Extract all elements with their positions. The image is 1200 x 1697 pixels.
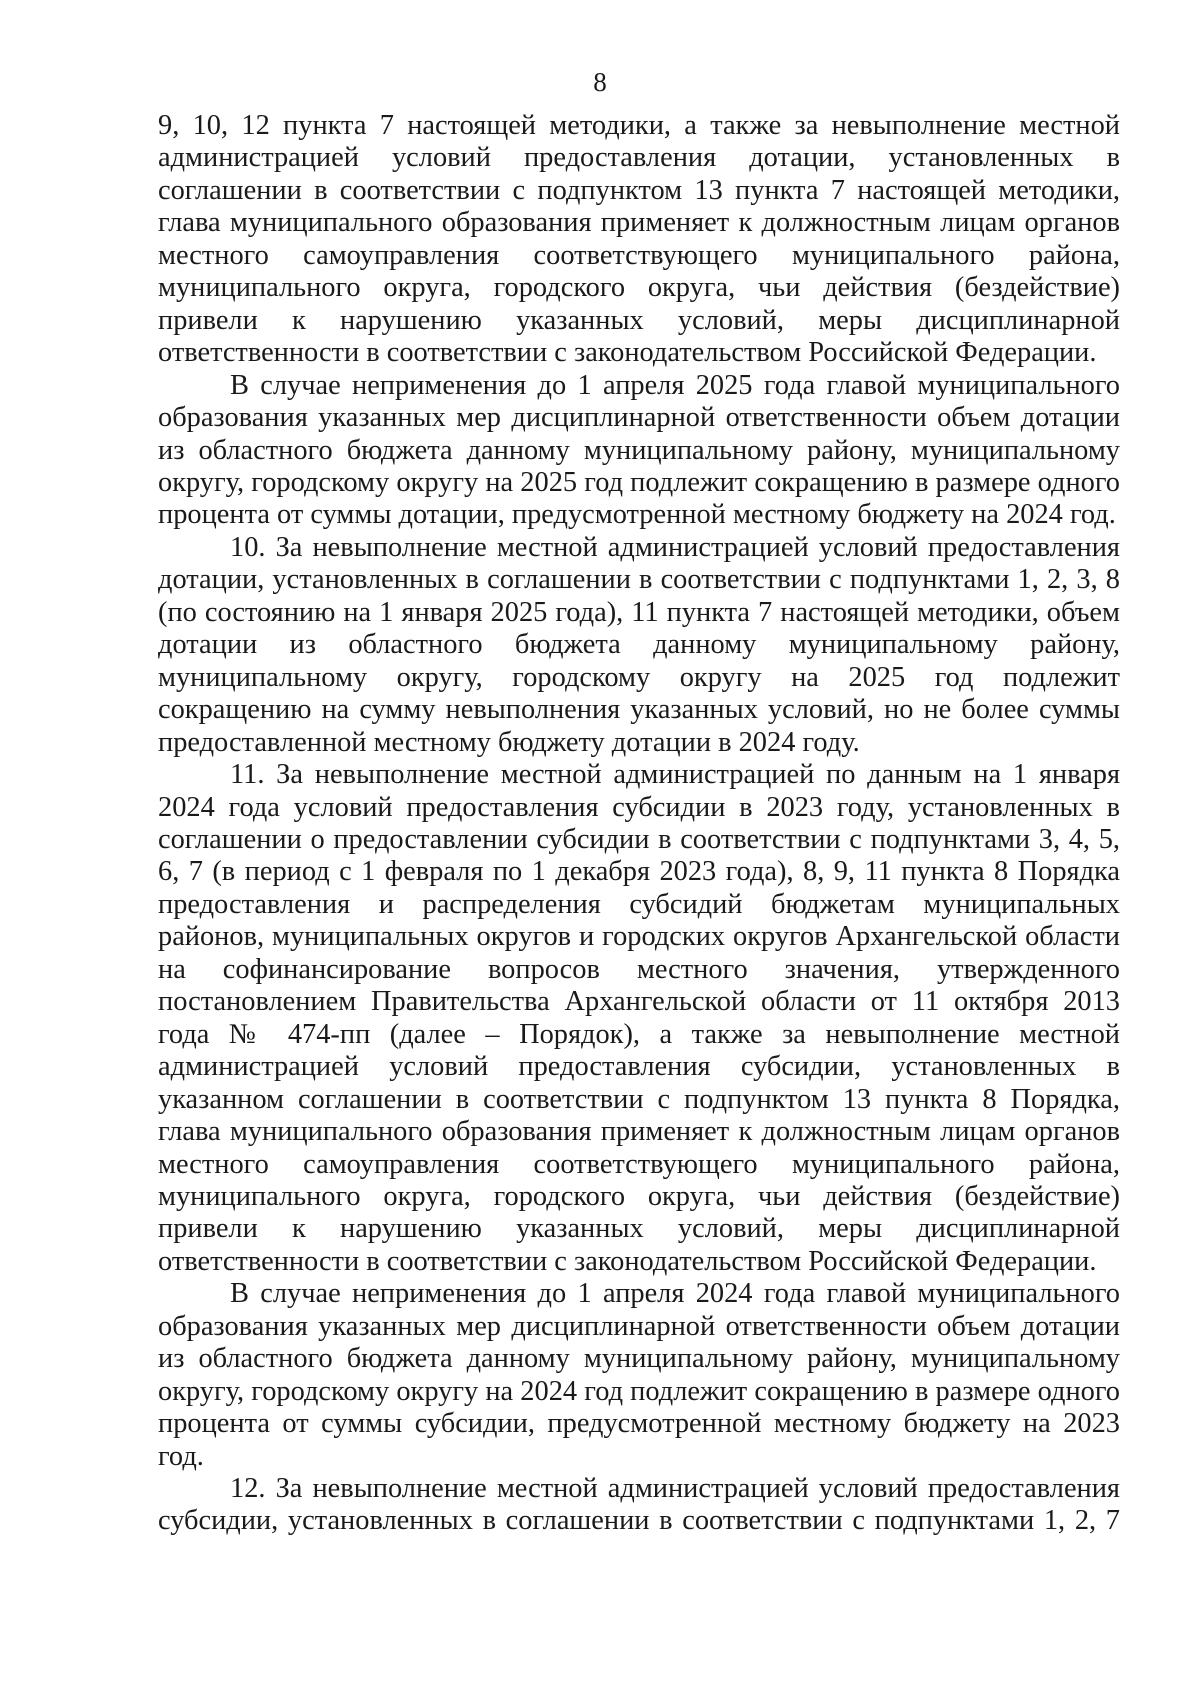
paragraph-item-10: 10. За невыполнение местной администрацией условий предоставления дотации, установленных в соглашении в соответствии с подпунктами 1, 2, 3, 8 (по состоянию на 1 января 2025 года), 11 пункта 7 настоящей методики, объем дотации из областного бюджета данному муниципальному району, муниципальному округу, городскому округу на 2025 год подлежит сокращению на сумму невыполнения указанных условий, но не более суммы предоставленной местному бюджету дотации в 2024 году.: [158, 531, 1120, 758]
document-body: [158, 110, 1120, 1538]
page-number: 8: [593, 67, 607, 97]
paragraph-penalty-2024: В случае неприменения до 1 апреля 2024 года главой муниципального образования указанных мер дисциплинарной ответственности объем дотации из областного бюджета данному муниципальному району, муниципальному округу, городскому округу на 2024 год подлежит сокращению в размере одного процента от суммы субсидии, предусмотренной местному бюджету на 2023 год.: [158, 1278, 1120, 1472]
paragraph-item-12: 12. За невыполнение местной администрацией условий предоставления субсидии, установленных в соглашении в соответствии с подпунктами 1, 2, 7: [158, 1473, 1120, 1537]
paragraph-penalty-2025: В случае неприменения до 1 апреля 2025 года главой муниципального образования указанных мер дисциплинарной ответственности объем дотации из областного бюджета данному муниципальному району, муниципальному округу, городскому округу на 2025 год подлежит сокращению в размере одного процента от суммы дотации, предусмотренной местному бюджету на 2024 год.: [158, 369, 1120, 531]
paragraph-item-11: 11. За невыполнение местной администрацией по данным на 1 января 2024 года условий предоставления субсидии в 2023 году, установленных в соглашении о предоставлении субсидии в соответствии с подпунктами 3, 4, 5, 6, 7 (в период с 1 февраля по 1 декабря 2023 года), 8, 9, 11 пункта 8 Порядка предоставления и распределения субсидий бюджетам муниципальных районов, муниципальных округов и городских округов Архангельской области на софинансирование вопросов местного значения, утвержденного постановлением Правительства Архангельской области от 11 октября 2013 года № 474-пп (далее – Порядок), а также за невыполнение местной администрацией условий предоставления субсидии, установленных в указанном соглашении в соответствии с подпунктом 13 пункта 8 Порядка, глава муниципального образования применяет к должностным лицам органов местного самоуправления соответствующего муниципального района, муниципального округа, городского округа, чьи действия (бездействие) привели к нарушению указанных условий, меры дисциплинарной ответственности в соответствии с законодательством Российской Федерации.: [158, 759, 1120, 1277]
paragraph-continuation: 9, 10, 12 пункта 7 настоящей методики, а также за невыполнение местной администрацией условий предоставления дотации, установленных в соглашении в соответствии с подпунктом 13 пункта 7 настоящей методики, глава муниципального образования применяет к должностным лицам органов местного самоуправления соответствующего муниципального района, муниципального округа, городского округа, чьи действия (бездействие) привели к нарушению указанных условий, меры дисциплинарной ответственности в соответствии с законодательством Российской Федерации.: [158, 110, 1120, 369]
